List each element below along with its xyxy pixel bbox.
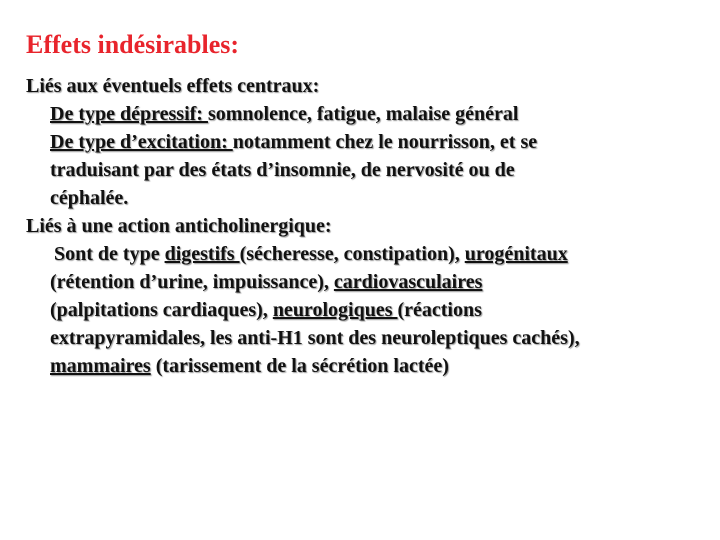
text-depressif: somnolence, fatigue, malaise général (207, 103, 519, 125)
section-heading-central: Liés aux éventuels effets centraux: (26, 75, 320, 97)
text-urogenitaux-detail: (rétention d’urine, impuissance), (50, 271, 334, 293)
text-neuro-detail-end: extrapyramidales, les anti-H1 sont des neuroleptiques cachés), (50, 327, 580, 349)
text-neuro-detail-start: (réactions (397, 299, 482, 321)
term-mammaires: mammaires (50, 355, 151, 377)
label-depressif: De type dépressif: (50, 103, 208, 125)
item-depressif (26, 100, 706, 128)
item-anticholinergic (26, 240, 706, 380)
term-urogenitaux: urogénitaux (464, 243, 568, 265)
section-heading-anticholinergic: Liés à une action anticholinergique: (26, 215, 332, 237)
term-neurologiques: neurologiques (272, 299, 398, 321)
item-excitation (26, 128, 706, 212)
text-sont-de-type: Sont de type (54, 243, 165, 265)
text-digestifs-detail: (sécheresse, constipation), (239, 243, 465, 265)
slide-title: Effets indésirables: (26, 30, 240, 59)
text-cardio-detail: (palpitations cardiaques), (50, 299, 273, 321)
slide-body (26, 72, 706, 380)
text-excitation-line1: notamment chez le nourrisson, et se (232, 131, 538, 153)
term-digestifs: digestifs (164, 243, 240, 265)
term-cardiovasculaires: cardiovasculaires (333, 271, 483, 293)
label-excitation: De type d’excitation: (50, 131, 233, 153)
text-excitation-line2: traduisant par des états d’insomnie, de nervosité ou de (50, 159, 515, 181)
text-excitation-line3: céphalée. (50, 187, 129, 209)
text-mammaires-detail: (tarissement de la sécrétion lactée) (150, 355, 449, 377)
